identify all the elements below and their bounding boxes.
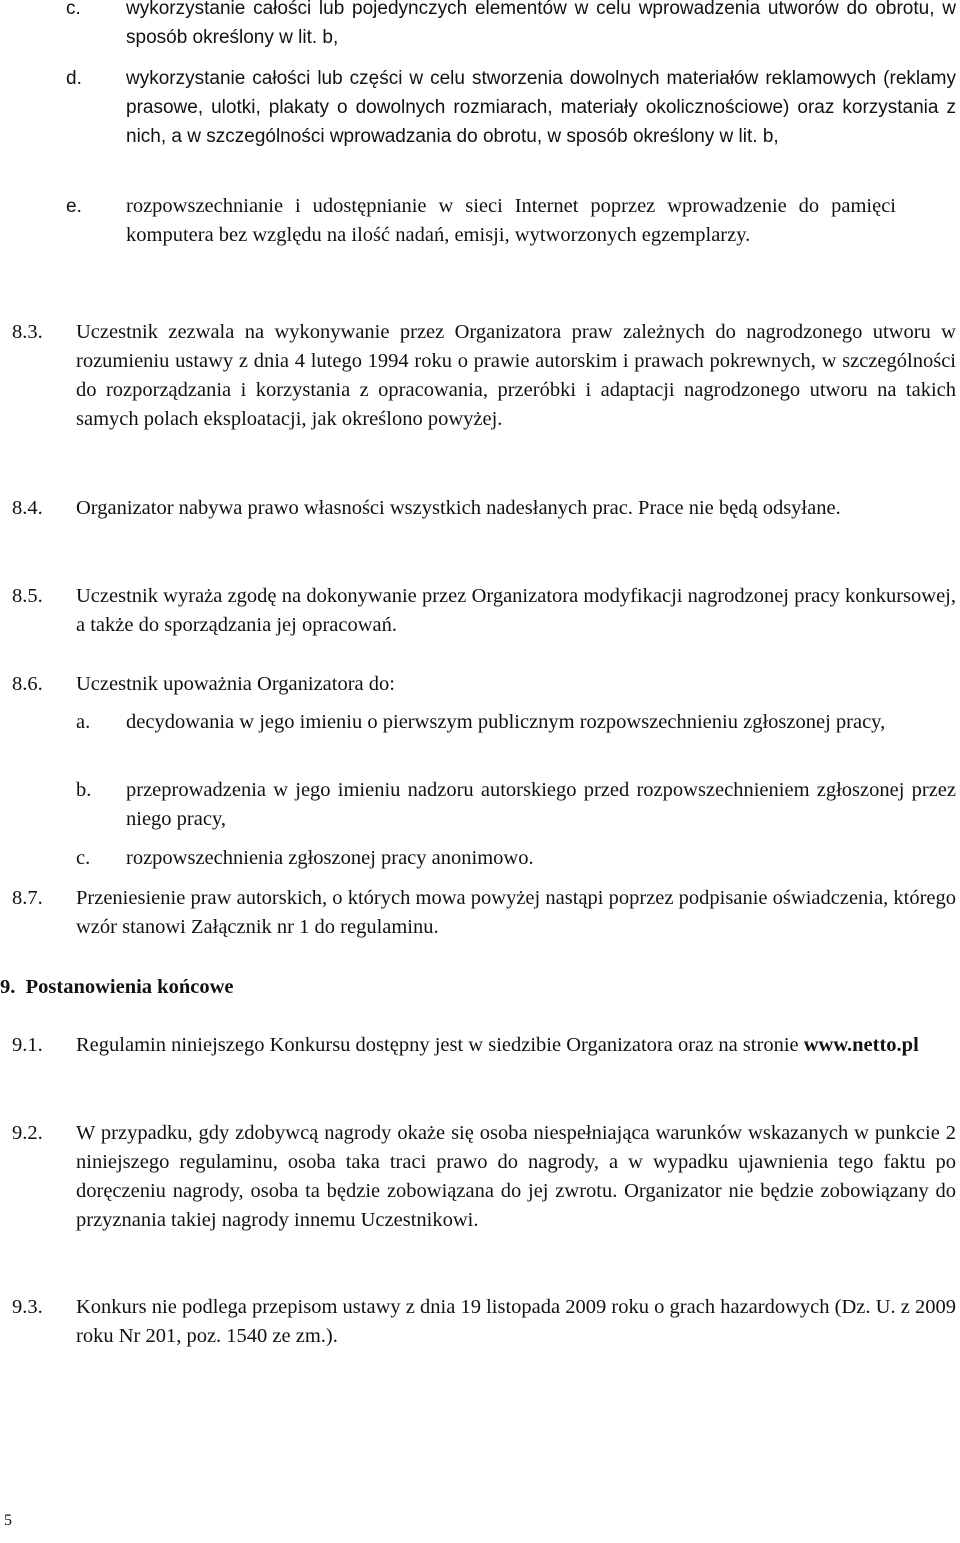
- paragraph-text: Uczestnik upoważnia Organizatora do:: [76, 673, 395, 695]
- list-item-text: wykorzystanie całości lub pojedynczych elementów w celu wprowadzenia utworów do obrotu, w sposób określony w lit. b,: [126, 0, 956, 48]
- page-number: 5: [4, 1512, 12, 1529]
- paragraph-number: 9.2.: [12, 1122, 43, 1144]
- paragraph-number: 8.4.: [12, 497, 43, 519]
- list-marker: a.: [76, 711, 91, 733]
- paragraph-number: 8.7.: [12, 887, 43, 909]
- list-item-text: rozpowszechnienia zgłoszonej pracy anonimowo.: [126, 847, 534, 869]
- list-item-text: decydowania w jego imieniu o pierwszym publicznym rozpowszechnieniu zgłoszonej pracy,: [126, 711, 886, 733]
- paragraph-8-3: [12, 318, 956, 463]
- paragraph-text: Przeniesienie praw autorskich, o których mowa powyżej nastąpi poprzez podpisanie oświadczenia, którego wzór stanowi Załącznik nr 1 do regulaminu.: [76, 887, 956, 938]
- list-item-c: [66, 0, 956, 52]
- list-item-e: [66, 192, 896, 279]
- list-item-8-6-b: [76, 776, 956, 834]
- list-marker: b.: [76, 779, 92, 801]
- website-link[interactable]: www.netto.pl: [803, 1034, 919, 1056]
- paragraph-text: Uczestnik wyraża zgodę na dokonywanie przez Organizatora modyfikacji nagrodzonej pracy konkursowej, a także do sporządzania jej opracowań.: [76, 585, 956, 636]
- list-item-d: [66, 64, 956, 180]
- list-marker: c.: [66, 0, 81, 19]
- paragraph-text: Uczestnik zezwala na wykonywanie przez Organizatora praw zależnych do nagrodzonego utworu w rozumieniu ustawy z dnia 4 lutego 1994 roku o prawie autorskim i prawach pokrewnych, w szczególności do rozporządzania i korzystania z opracowania, przeróbki i adaptacji nagrodzonego utworu na takich samych polach eksploatacji, jak określono powyżej.: [76, 321, 956, 430]
- list-marker: d.: [66, 68, 82, 89]
- list-marker: c.: [76, 847, 91, 869]
- paragraph-8-4: [12, 494, 956, 552]
- list-marker: e.: [66, 196, 82, 217]
- paragraph-8-7: [12, 884, 956, 942]
- paragraph-number: 8.3.: [12, 321, 43, 343]
- paragraph-number: 9.1.: [12, 1034, 43, 1056]
- section-heading: 9. Postanowienia końcowe: [0, 976, 234, 998]
- paragraph-8-6: [12, 670, 956, 699]
- paragraph-text: Organizator nabywa prawo własności wszystkich nadesłanych prac. Prace nie będą odsyłane.: [76, 497, 841, 519]
- paragraph-number: 8.5.: [12, 585, 43, 607]
- paragraph-text-main: Regulamin niniejszego Konkursu dostępny jest w siedzibie Organizatora oraz na stronie: [76, 1034, 799, 1056]
- paragraph-text: Konkurs nie podlega przepisom ustawy z dnia 19 listopada 2009 roku o grach hazardowych (Dz. U. z 2009 roku Nr 201, poz. 1540 ze zm.).: [76, 1296, 956, 1347]
- list-item-8-6-c: [76, 844, 956, 873]
- paragraph-text: [76, 1031, 956, 1060]
- paragraph-9-1: [12, 1031, 956, 1089]
- list-item-text: przeprowadzenia w jego imieniu nadzoru autorskiego przed rozpowszechnieniem zgłoszonej przez niego pracy,: [126, 779, 956, 830]
- paragraph-number: 9.3.: [12, 1296, 43, 1318]
- paragraph-9-3: [12, 1293, 956, 1351]
- paragraph-text: W przypadku, gdy zdobywcą nagrody okaże się osoba niespełniająca warunków wskazanych w punkcie 2 niniejszego regulaminu, osoba taka traci prawo do nagrody, a w wypadku ujawnienia tego faktu po doręczeniu nagrody, osoba ta będzie zobowiązana do jej zwrotu. Organizator nie będzie zobowiązany do przyznania takiej nagrody innemu Uczestnikowi.: [76, 1122, 956, 1231]
- paragraph-number: 8.6.: [12, 673, 43, 695]
- list-item-text: rozpowszechnianie i udostępnianie w sieci Internet poprzez wprowadzenie do pamięci komputera bez względu na ilość nadań, emisji, wytworzonych egzemplarzy.: [126, 195, 896, 246]
- list-item-8-6-a: [76, 708, 956, 766]
- paragraph-8-5: [12, 582, 956, 640]
- paragraph-9-2: [12, 1119, 956, 1264]
- list-item-text: wykorzystanie całości lub części w celu stworzenia dowolnych materiałów reklamowych (reklamy prasowe, ulotki, plakaty o dowolnych rozmiarach, materiały okolicznościowe) oraz korzystania z nich, a w szczególności wprowadzania do obrotu, w sposób określony w lit. b,: [126, 68, 956, 147]
